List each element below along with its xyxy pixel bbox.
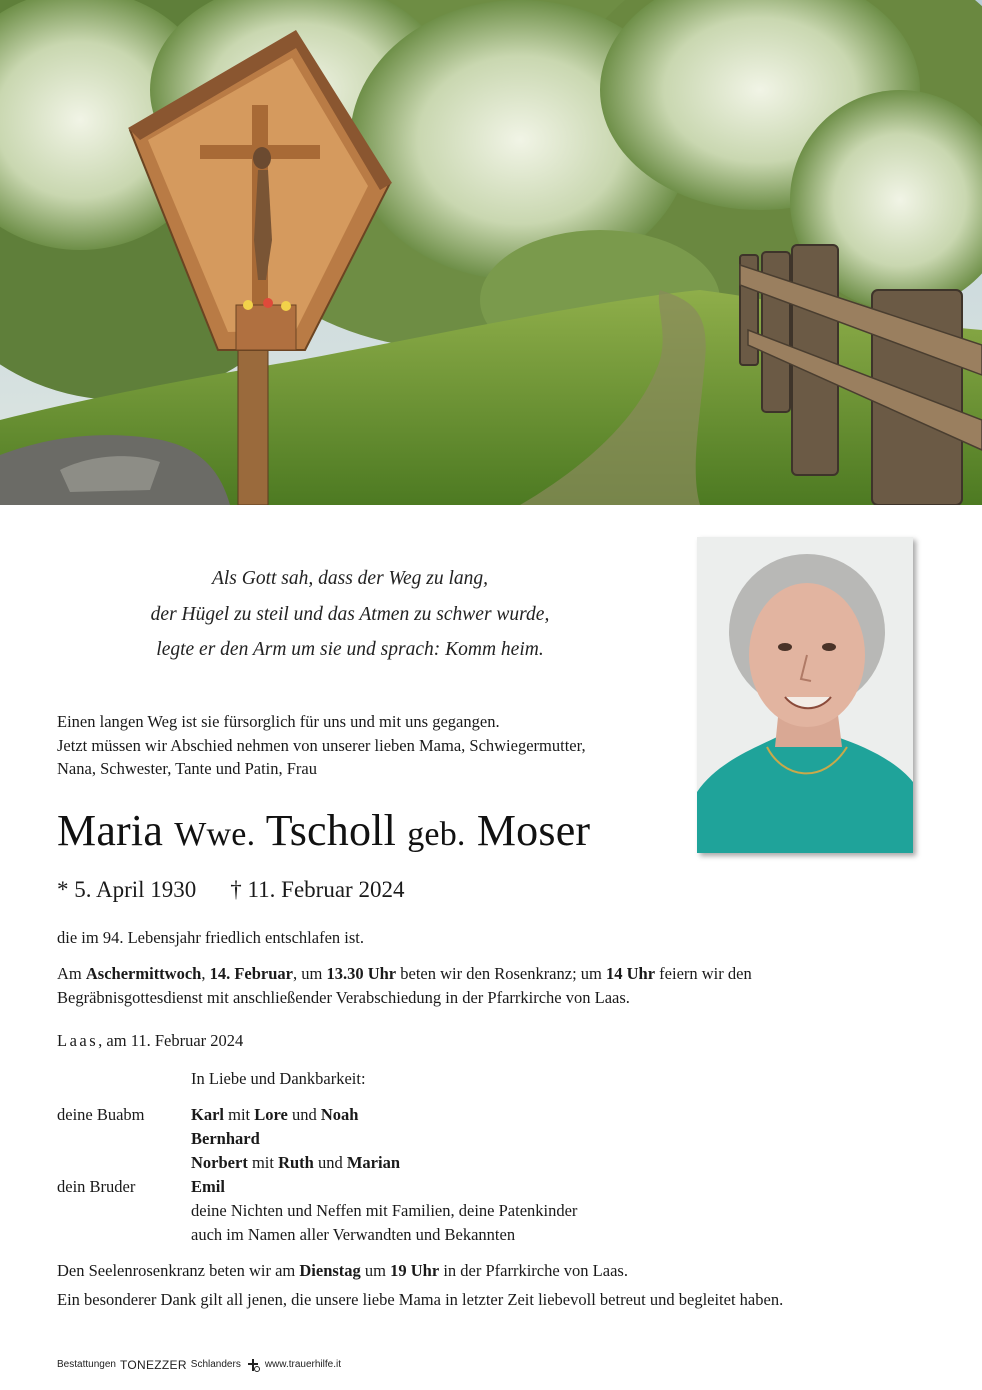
- footer-town: Schlanders: [190, 1359, 241, 1370]
- life-dates: [57, 874, 404, 906]
- family-member: Emil: [191, 1177, 225, 1196]
- closing-text-part: um: [360, 1261, 391, 1280]
- family-member: Norbert mit Ruth und Marian: [191, 1153, 401, 1172]
- closing-text-part: in der Pfarrkirche von Laas.: [439, 1261, 628, 1280]
- maiden-name: Moser: [476, 806, 591, 855]
- poem-line: legte er den Arm um sie und sprach: Komm heim.: [156, 639, 544, 660]
- funeral-info: [57, 962, 927, 1009]
- poem-line: Als Gott sah, dass der Weg zu lang,: [211, 568, 489, 589]
- intro-text: [57, 710, 586, 781]
- poem: [40, 561, 660, 668]
- closing-text: [57, 1256, 783, 1314]
- deceased-name: [57, 805, 590, 861]
- place-date: [57, 1030, 243, 1052]
- family-others: deine Nichten und Neffen mit Familien, deine Patenkinder: [191, 1201, 578, 1220]
- date-text: , am 11. Februar 2024: [98, 1031, 244, 1050]
- funeral-date: 14. Februar: [209, 964, 293, 983]
- family-heading: In Liebe und Dankbarkeit:: [191, 1069, 366, 1088]
- footer-prefix: Bestattungen: [57, 1359, 116, 1370]
- funeral-text: feiern wir den: [655, 964, 752, 983]
- relation-brother: dein Bruder: [57, 1177, 136, 1196]
- place: Laas: [57, 1031, 99, 1050]
- poem-line: der Hügel zu steil und das Atmen zu schwer wurde,: [150, 603, 550, 625]
- service-time: 14 Uhr: [606, 964, 656, 983]
- footer: [57, 1358, 341, 1372]
- funeral-text: , um: [293, 964, 327, 983]
- header-photo: [0, 0, 982, 505]
- intro-line: Jetzt müssen wir Abschied nehmen von unserer lieben Mama, Schwiegermutter,: [57, 735, 586, 755]
- funeral-text: Am: [57, 964, 86, 983]
- thanks-line: Ein besonderer Dank gilt all jenen, die unsere liebe Mama in letzter Zeit liebevoll betreut und begleitet haben.: [57, 1290, 784, 1309]
- family-others: auch im Namen aller Verwandten und Bekannten: [191, 1225, 516, 1244]
- portrait-photo: [697, 537, 913, 853]
- rosary-time: 13.30 Uhr: [326, 964, 397, 983]
- rosary-day: Dienstag: [299, 1261, 361, 1280]
- intro-line: Einen langen Weg ist sie fürsorglich für uns und mit uns gegangen.: [57, 712, 500, 731]
- funeral-text-line2: Begräbnisgottesdienst mit anschließender Verabschiedung in der Pfarrkirche von Laas.: [57, 987, 630, 1007]
- footer-url[interactable]: www.trauerhilfe.it: [264, 1359, 341, 1370]
- age-text: die im 94. Lebensjahr friedlich entschlafen ist.: [57, 928, 364, 947]
- born-label: geb.: [407, 816, 466, 853]
- first-name: Maria: [57, 806, 164, 855]
- funeral-day: Aschermittwoch: [85, 964, 202, 983]
- birth-date: * 5. April 1930: [57, 877, 197, 902]
- closing-text-part: Den Seelenrosenkranz beten wir am: [57, 1261, 300, 1280]
- widow-label: Wwe.: [174, 816, 256, 853]
- family-member: Karl mit Lore und Noah: [191, 1105, 359, 1124]
- relation-sons: deine Buabm: [57, 1105, 145, 1124]
- death-date: † 11. Februar 2024: [230, 877, 405, 902]
- funeral-home-brand: TONEZZER: [119, 1358, 187, 1372]
- family-member: Bernhard: [191, 1129, 260, 1148]
- rosary-time-2: 19 Uhr: [390, 1261, 440, 1280]
- cross-logo-icon: [245, 1358, 261, 1372]
- funeral-text: ,: [201, 964, 210, 983]
- funeral-text: beten wir den Rosenkranz; um: [396, 964, 606, 983]
- intro-line: Nana, Schwester, Tante und Patin, Frau: [57, 759, 317, 778]
- last-name: Tscholl: [265, 806, 397, 855]
